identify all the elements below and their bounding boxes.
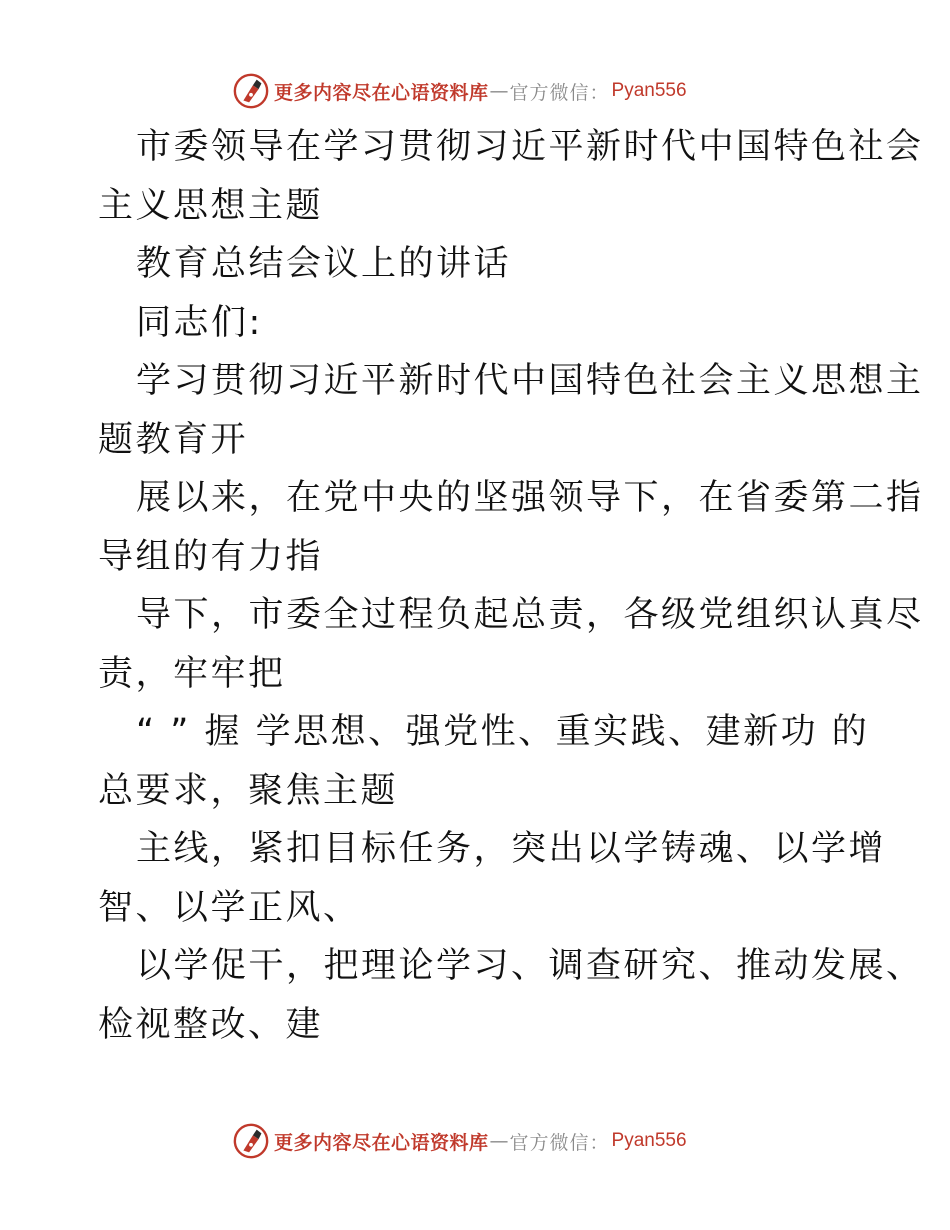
- text-line: 责，牢牢把: [98, 653, 286, 694]
- banner-title: 更多内容尽在心语资料库: [274, 81, 489, 104]
- footer-banner: [232, 1122, 687, 1160]
- text-line: 展以来，在党中央的坚强领导下，在省委第二指: [136, 478, 924, 518]
- text-line: 题教育开: [98, 419, 249, 460]
- banner-dash: —: [489, 80, 509, 102]
- banner-title: 更多内容尽在心语资料库: [274, 1131, 489, 1154]
- header-banner: [232, 72, 687, 110]
- text-line: 检视整改、建: [98, 1004, 324, 1045]
- text-line: 主线，紧扣目标任务，突出以学铸魂、以学增: [136, 829, 887, 869]
- text-line: 同志们:: [136, 302, 263, 343]
- text-line: 导组的有力指: [98, 536, 324, 577]
- pen-nib-logo-icon: [232, 72, 270, 110]
- text-line: 总要求，聚焦主题: [98, 770, 399, 811]
- text-line: 以学促干，把理论学习、调查研究、推动发展、: [136, 946, 924, 986]
- text-line: 教育总结会议上的讲话: [136, 244, 512, 284]
- banner-wechat-label: 官方微信：: [509, 81, 610, 104]
- text-line: 主义思想主题: [98, 185, 324, 226]
- text-line: 学习贯彻习近平新时代中国特色社会主义思想主: [136, 361, 924, 401]
- text-line: 市委领导在学习贯彻习近平新时代中国特色社会: [136, 127, 924, 167]
- pen-nib-logo-icon: [232, 1122, 270, 1160]
- banner-wechat-id: Pyan556: [611, 80, 687, 101]
- banner-dash: —: [489, 1130, 509, 1152]
- text-line: 智、以学正风、: [98, 887, 361, 928]
- banner-wechat-id: Pyan556: [611, 1130, 687, 1151]
- document-body: [98, 118, 924, 1054]
- text-line: 导下，市委全过程负起总责，各级党组织认真尽: [136, 595, 924, 635]
- banner-wechat-label: 官方微信：: [509, 1131, 610, 1154]
- text-line: “ ” 握 学思想、强党性、重实践、建新功 的: [136, 712, 870, 752]
